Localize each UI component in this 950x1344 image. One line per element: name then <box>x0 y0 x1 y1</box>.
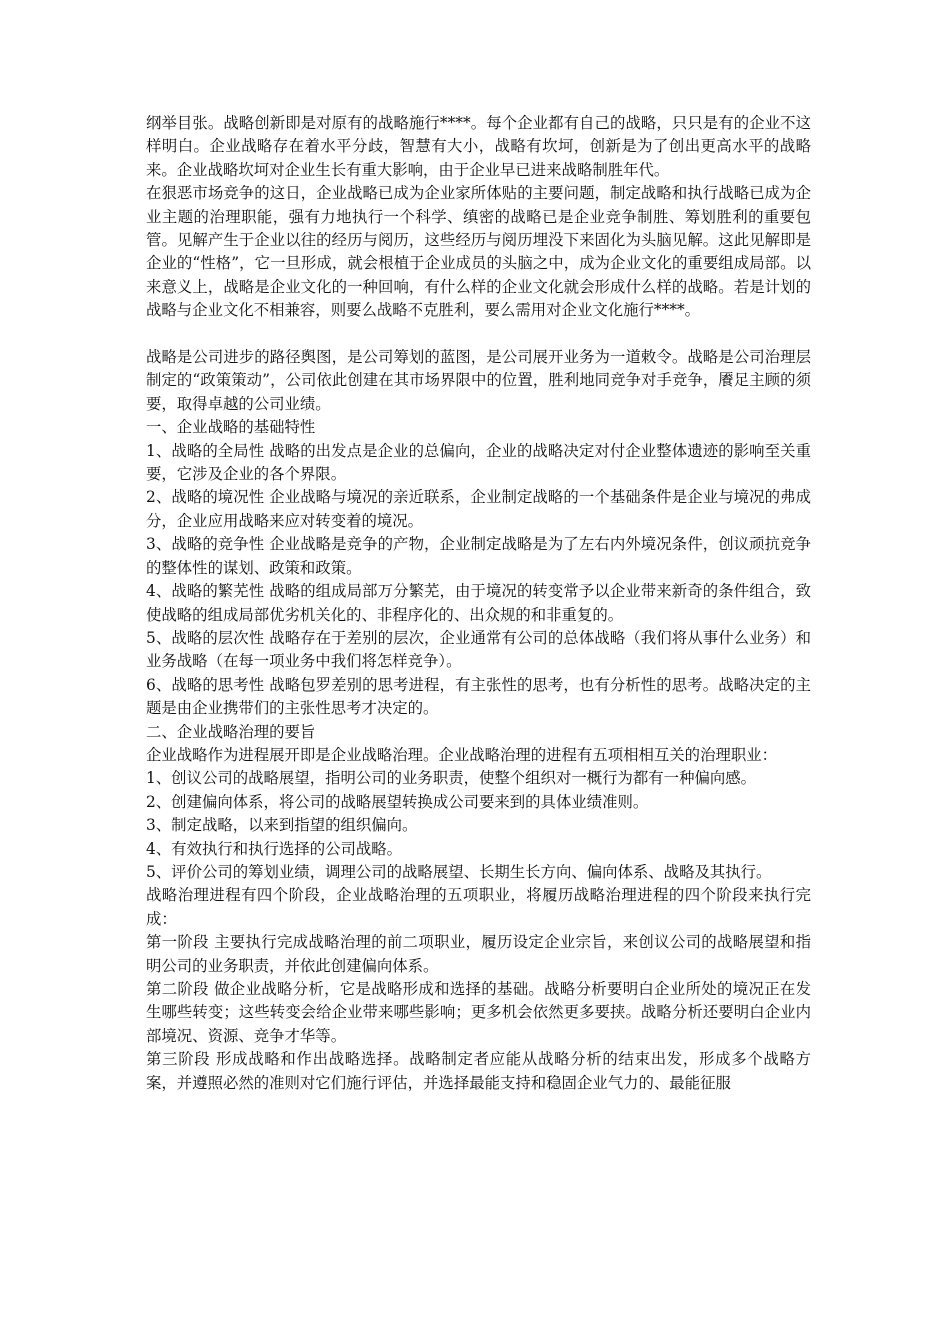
list-item: 2、创建偏向体系，将公司的战略展望转换成公司要来到的具体业绩准则。 <box>146 792 649 811</box>
document-body <box>146 112 811 1095</box>
paragraph: 纲举目张。战略创新即是对原有的战略施行****。每个企业都有自己的战略，只只是有的企业不这样明白。企业战略存在着水平分歧，智慧有大小，战略有坎坷，创新是为了创出更高水平的战略来。企业战略坎坷对企业生长有重大影响，由于企业早已进来战略制胜年代。 <box>146 114 811 179</box>
list-item: 4、有效执行和执行选择的公司战略。 <box>146 839 403 858</box>
paragraph-gap <box>146 323 811 346</box>
list-item: 1、创议公司的战略展望，指明公司的业务职责，使整个组织对一概行为都有一种偏向感。 <box>146 769 757 788</box>
list-item: 3、制定战略，以来到指望的组织偏向。 <box>146 816 418 835</box>
stage-paragraph: 第一阶段 主要执行完成战略治理的前二项职业，履历设定企业宗旨，来创议公司的战略展望和指明公司的业务职责，并依此创建偏向体系。 <box>146 933 811 975</box>
list-item: 5、评价公司的筹划业绩，调理公司的战略展望、长期生长方向、偏向体系、战略及其执行。 <box>146 862 772 881</box>
list-item: 6、战略的思考性 战略包罗差别的思考进程，有主张性的思考，也有分析性的思考。战略决定的主题是由企业携带们的主张性思考才决定的。 <box>146 675 811 718</box>
paragraph: 战略治理进程有四个阶段，企业战略治理的五项职业，将履历战略治理进程的四个阶段来执行完成： <box>146 886 811 928</box>
paragraph: 企业战略作为进程展开即是企业战略治理。企业战略治理的进程有五项相相互关的治理职业： <box>146 745 778 764</box>
section-heading: 二、企业战略治理的要旨 <box>146 722 316 741</box>
list-item: 2、战略的境况性 企业战略与境况的亲近联系，企业制定战略的一个基础条件是企业与境况的弗成分，企业应用战略来应对转变着的境况。 <box>146 488 811 530</box>
list-item: 5、战略的层次性 战略存在于差别的层次，企业通常有公司的总体战略（我们将从事什么业务）和业务战略（在每一项业务中我们将怎样竞争）。 <box>146 628 811 671</box>
stage-paragraph: 第二阶段 做企业战略分析，它是战略形成和选择的基础。战略分析要明白企业所处的境况正在发生哪些转变；这些转变会给企业带来哪些影响；更多机会依然更多要挟。战略分析还要明白企业内部境况、资源、竞争才华等。 <box>146 980 811 1045</box>
paragraph: 在狠恶市场竞争的这日，企业战略已成为企业家所体贴的主要问题，制定战略和执行战略已成为企业主题的治理职能，强有力地执行一个科学、缜密的战略已是企业竞争制胜、筹划胜利的重要包管。见解产生于企业以往的经历与阅历，这些经历与阅历埋没下来固化为头脑见解。这此见解即是企业的“性格”，它一旦形成，就会根植于企业成员的头脑之中，成为企业文化的重要组成局部。以来意义上，战略是企业文化的一种回响，有什么样的企业文化就会形成什么样的战略。若是计划的战略与企业文化不相兼容，则要么战略不克胜利，要么需用对企业文化施行****。 <box>146 184 811 320</box>
stage-paragraph: 第三阶段 形成战略和作出战略选择。战略制定者应能从战略分析的结束出发，形成多个战略方案，并遵照必然的准则对它们施行评估，并选择最能支持和稳固企业气力的、最能征服 <box>146 1050 811 1092</box>
section-heading: 一、企业战略的基础特性 <box>146 418 316 437</box>
list-item: 4、战略的繁芜性 战略的组成局部万分繁芜，由于境况的转变常予以企业带来新奇的条件组合，致使战略的组成局部优劣机关化的、非程序化的、出众规的和非重复的。 <box>146 582 811 624</box>
list-item: 3、战略的竞争性 企业战略是竞争的产物，企业制定战略是为了左右内外境况条件，创议顽抗竞争的整体性的谋划、政策和政策。 <box>146 535 811 577</box>
list-item: 1、战略的全局性 战略的出发点是企业的总偏向，企业的战略决定对付企业整体遗迹的影响至关重要，它涉及企业的各个界限。 <box>146 441 811 484</box>
paragraph: 战略是公司进步的路径舆图，是公司筹划的蓝图，是公司展开业务为一道敕令。战略是公司治理层制定的“政策策动”，公司依此创建在其市场界限中的位置，胜利地同竞争对手竞争，餍足主顾的须要，取得卓越的公司业绩。 <box>146 348 811 413</box>
